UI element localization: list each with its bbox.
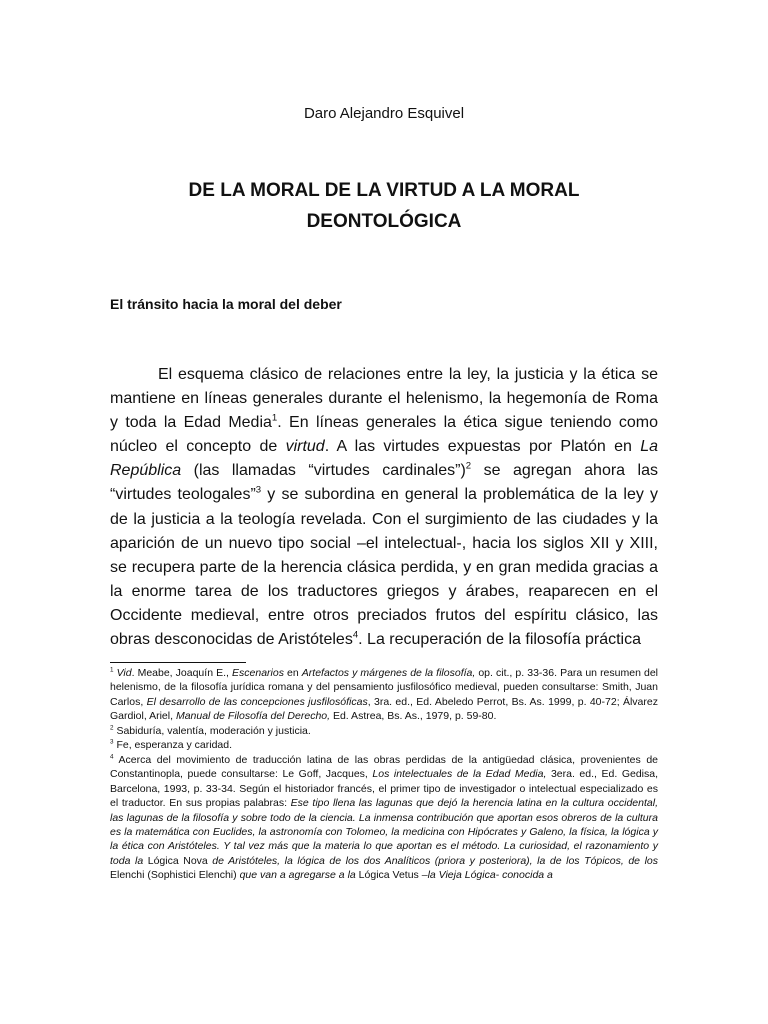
body-italic-virtud: virtud	[285, 438, 325, 456]
footnote-3	[110, 738, 658, 752]
footnote-ref-4: 4	[352, 629, 359, 641]
footnote-italic: El desarrollo de las concepciones jusfilosóficas	[146, 695, 368, 708]
footnote-text: Acerca del movimiento de traducción latina de las obras perdidas de la antigüedad clásica, provenientes de Constantinopla, puede consultarse: Le Goff, Jacques,	[110, 753, 658, 781]
body-text: se agregan ahora las “virtudes teologales”	[110, 462, 658, 504]
footnote-ref-1: 1	[271, 412, 278, 424]
footnote-italic: que van a agregarse a la	[236, 869, 359, 882]
footnote-ref-3: 3	[255, 485, 262, 497]
footnote-italic: Ese tipo llena las lagunas que dejó la herencia latina en la cultura occidental, las lagunas de la filosofía y sobre todo de la ciencia. La inmensa contribución que aportan esos obreros de la cultura es la matemática con Euclides, la astronomía con Tolomeo, la medicina con Hipócrates y Galeno, la física, la lógica y la ética con Aristóteles. Y tal vez más que la materia lo que aportan es el método. La curiosidad, el razonamiento y toda la	[110, 797, 658, 867]
footnote-text: . Meabe, Joaquín E.,	[131, 667, 233, 679]
body-text: (las llamadas “virtudes cardinales”)	[181, 462, 466, 480]
footnote-text: Ed. Astrea, Bs. As., 1979, p. 59-80.	[330, 710, 497, 723]
body-text: . En líneas generales la ética sigue teniendo como núcleo el concepto de	[110, 414, 659, 456]
body-paragraph	[110, 363, 658, 652]
footnote-italic: –la Vieja Lógica- conocida a	[418, 869, 553, 882]
footnote-2	[110, 724, 658, 738]
footnote-italic: de Aristóteles, la lógica de los dos Analíticos (priora y posteriora), la de los Tópicos, de los	[207, 854, 658, 867]
footnote-italic: Vid	[116, 667, 132, 679]
footnotes	[110, 666, 658, 883]
footnote-text: en	[283, 667, 302, 679]
footnote-ref-2: 2	[465, 461, 472, 473]
body-text: . La recuperación de la filosofía práctica	[358, 631, 641, 649]
footnote-text: Lógica Vetus	[358, 869, 419, 882]
footnote-italic: Escenarios	[232, 667, 284, 679]
body-text: y se subordina en general la problemática de la ley y de la justicia a la teología revelada. Con el surgimiento de las ciudades y la aparición de un nuevo tipo social –el intelectual-, hacia los siglos XII y XIII, se recupera parte de la herencia clásica perdida, y en gran medida gracias a la enorme tarea de los traductores griegos y árabes, reaparecen en el Occidente medieval, entre otros preciados frutos del espíritu clásico, las obras desconocidas de Aristóteles	[110, 486, 659, 649]
footnote-text: Sabiduría, valentía, moderación y justicia.	[116, 724, 311, 737]
body-text: . A las virtudes expuestas por Platón en	[324, 438, 641, 456]
footnote-italic: Artefactos y márgenes de la filosofía,	[301, 667, 476, 679]
title-line-1: DE LA MORAL DE LA VIRTUD A LA MORAL	[188, 180, 580, 201]
footnote-number: 1	[110, 666, 114, 674]
footnote-text: , 3ra. ed., Ed. Abeledo Perrot, Bs. As. 1999, p. 40-72; Álvarez Gardiol, Ariel,	[110, 695, 658, 723]
title-line-2: DEONTOLÓGICA	[306, 211, 462, 232]
footnote-4	[110, 753, 658, 883]
document-title	[100, 175, 668, 237]
author-name: Daro Alejandro Esquivel	[303, 105, 465, 122]
body-italic-republica: La República	[110, 438, 658, 480]
body-text: El esquema clásico de relaciones entre la ley, la justicia y la ética se mantiene en líneas generales durante el helenismo, la hegemonía de Roma y toda la Edad Media	[110, 366, 658, 432]
footnote-text: Lógica Nova	[147, 854, 208, 867]
footnote-1	[110, 666, 658, 724]
footnote-number: 3	[110, 738, 114, 746]
footnote-italic: Los intelectuales de la Edad Media,	[372, 768, 547, 781]
footnote-text: op. cit., p. 33-36. Para un resumen del helenismo, de la filosofía jurídica romana y del pensamiento jusfilosófico medieval, pueden consultarse: Smith, Juan Carlos,	[110, 667, 658, 708]
footnote-italic: Manual de Filosofía del Derecho,	[175, 710, 331, 723]
footnote-text: Fe, esperanza y caridad.	[116, 739, 232, 752]
footnote-text: 3era. ed., Ed. Gedisa, Barcelona, 1993, p. 33-34. Según el historiador francés, el primer tipo de investigador o intelectual especializado es el traductor. En sus propias palabras:	[110, 768, 659, 810]
section-heading: El tránsito hacia la moral del deber	[110, 296, 342, 312]
footnote-number: 2	[110, 724, 114, 732]
footnote-text: Elenchi (Sophistici Elenchi)	[110, 869, 237, 882]
footnote-number: 4	[110, 753, 114, 761]
footnote-separator	[110, 662, 246, 663]
